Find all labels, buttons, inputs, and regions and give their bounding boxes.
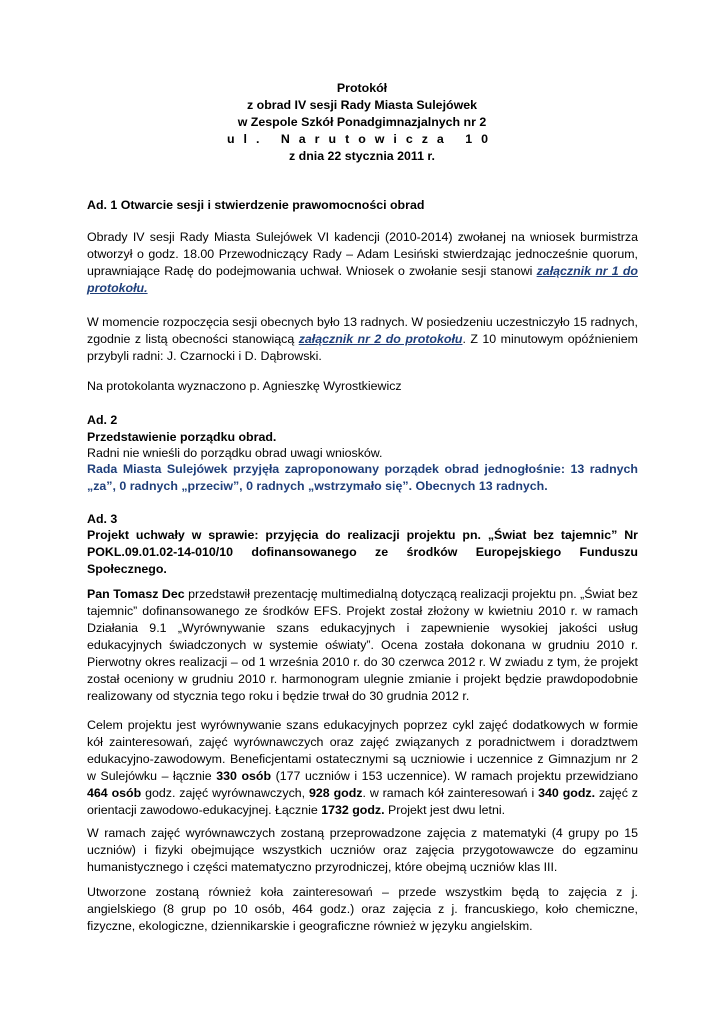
presenter-name: Pan Tomasz Dec: [87, 587, 185, 601]
attachment-2-link[interactable]: załącznik nr 2 do protokołu: [298, 332, 463, 346]
ad1-recorder: Na protokolanta wyznaczono p. Agnieszkę Wyrostkiewicz: [87, 379, 402, 393]
ad2-label: Ad. 2: [87, 413, 118, 427]
total-hours: 1732 godz.: [321, 803, 385, 817]
address-line: ul. Narutowicza 10: [226, 132, 498, 146]
ad1-heading: Ad. 1 Otwarcie sesji i stwierdzenie prawomocności obrad: [87, 198, 425, 212]
document-title: Protokół: [336, 81, 388, 95]
ad1-paragraph-attendance: [87, 314, 638, 365]
ad3-heading: Projekt uchwały w sprawie: przyjęcia do realizacji projektu pn. „Świat bez tajemnic” Nr POKL.09.01.02-14-010/10 dofinansowanego ze środków Europejskiego Funduszu Społecznego.: [87, 528, 638, 576]
ad2-text: Radni nie wnieśli do porządku obrad uwagi wniosków.: [87, 446, 383, 460]
ad3-paragraph-presentation: [87, 586, 638, 705]
venue-line: w Zespole Szkół Ponadgimnazjalnych nr 2: [237, 115, 487, 129]
ad1-attendance-late-text: . Z 10 minutowym opóźnieniem przybyli radni: J. Czarnocki i D. Dąbrowski.: [87, 332, 638, 363]
date-line: z dnia 22 stycznia 2011 r.: [288, 149, 436, 163]
presentation-text: przedstawił prezentację multimedialną dotyczącą realizacji projektu pn. „Świat bez tajemnic” dofinansowanego ze środków EFS. Projekt został złożony w kwietniu 2010 r. w ramach Działania 9.1 „Wyrównywanie szans edukacyjnych i zapewnienie wysokiej jakości usług edukacyjnych świadczonych w systemie oświaty”. Ocena została dokonana w grudniu 2010 r. Pierwotny okres realizacji – od 1 września 2010 r. do 30 czerwca 2012 r. W zwiadu z tym, że projekt został oceniony w grudniu 2010 r. harmonogram ulegnie zmianie i projekt będzie prawdopodobnie realizowany od stycznia tego roku i będzie trwał do 30 grudnia 2012 r.: [87, 587, 638, 703]
participants-count: 330 osób: [216, 769, 272, 783]
ad3-paragraph-compensatory: W ramach zajęć wyrównawczych zostaną przeprowadzone zajęcia z matematyki (4 grupy po 15 uczniów) i fizyki obejmujące wszystkich uczniów oraz zajęcia przygotowawcze do egzaminu humanistycznego i części matematyczno przyrodniczej, które obejmą uczniów klas III.: [87, 826, 638, 874]
ad2-heading: Przedstawienie porządku obrad.: [87, 430, 277, 444]
attachment-1-link[interactable]: załącznik nr 1 do protokołu.: [87, 264, 638, 295]
session-line: z obrad IV sesji Rady Miasta Sulejówek: [247, 98, 477, 112]
compensatory-hours: 464 osób: [87, 786, 142, 800]
orientation-hours: 340 godz.: [538, 786, 596, 800]
ad2-resolution: Rada Miasta Sulejówek przyjęła zaproponowany porządek obrad jednogłośnie: 13 radnych „za”, 0 radnych „przeciw”, 0 radnych „wstrzymało się”. Obecnych 13 radnych.: [87, 462, 638, 493]
ad3-paragraph-clubs: Utworzone zostaną również koła zainteresowań – przede wszystkim będą to zajęcia z j. angielskiego (8 grup po 10 osób, 464 godz.) oraz zajęcia z j. francuskiego, koło chemiczne, fizyczne, ekologiczne, dziennikarskie i geograficzne również w języku angielskim.: [87, 885, 638, 933]
interest-club-hours: 928 godz: [309, 786, 363, 800]
ad1-attendance-text: W momencie rozpoczęcia sesji obecnych było 13 radnych. W posiedzeniu uczestniczyło 15 radnych, zgodnie z listą obecności stanowiącą: [87, 315, 638, 346]
ad1-paragraph-opening: [87, 229, 638, 297]
ad1-opening-text: Obrady IV sesji Rady Miasta Sulejówek VI kadencji (2010-2014) zwołanej na wniosek burmistrza otworzył o godz. 18.00 Przewodniczący Rady – Adam Lesiński stwierdzając jednocześnie quorum, uprawniające Radę do podejmowania uchwał. Wniosek o zwołanie sesji stanowi: [87, 230, 638, 278]
ad3-paragraph-goals: Celem projektu jest wyrównywanie szans edukacyjnych poprzez cykl zajęć dodatkowych w formie kół zainteresowań, zajęć wyrównawczych oraz zajęć związanych z poradnictwem i doradztwem edukacyjno-zawodowym. Beneficjentami ostatecznymi są uczniowie i uczennice z Gimnazjum nr 2 w Sulejówku – łącznie 330 osób (177 uczniów i 153 uczennice). W ramach projektu przewidziano 464 osób godz. zajęć wyrównawczych, 928 godz. w ramach kół zainteresowań i 340 godz. zajęć z orientacji zawodowo-edukacyjnej. Łącznie 1732 godz. Projekt jest dwu letni.: [87, 718, 639, 817]
ad3-label: Ad. 3: [87, 512, 118, 526]
